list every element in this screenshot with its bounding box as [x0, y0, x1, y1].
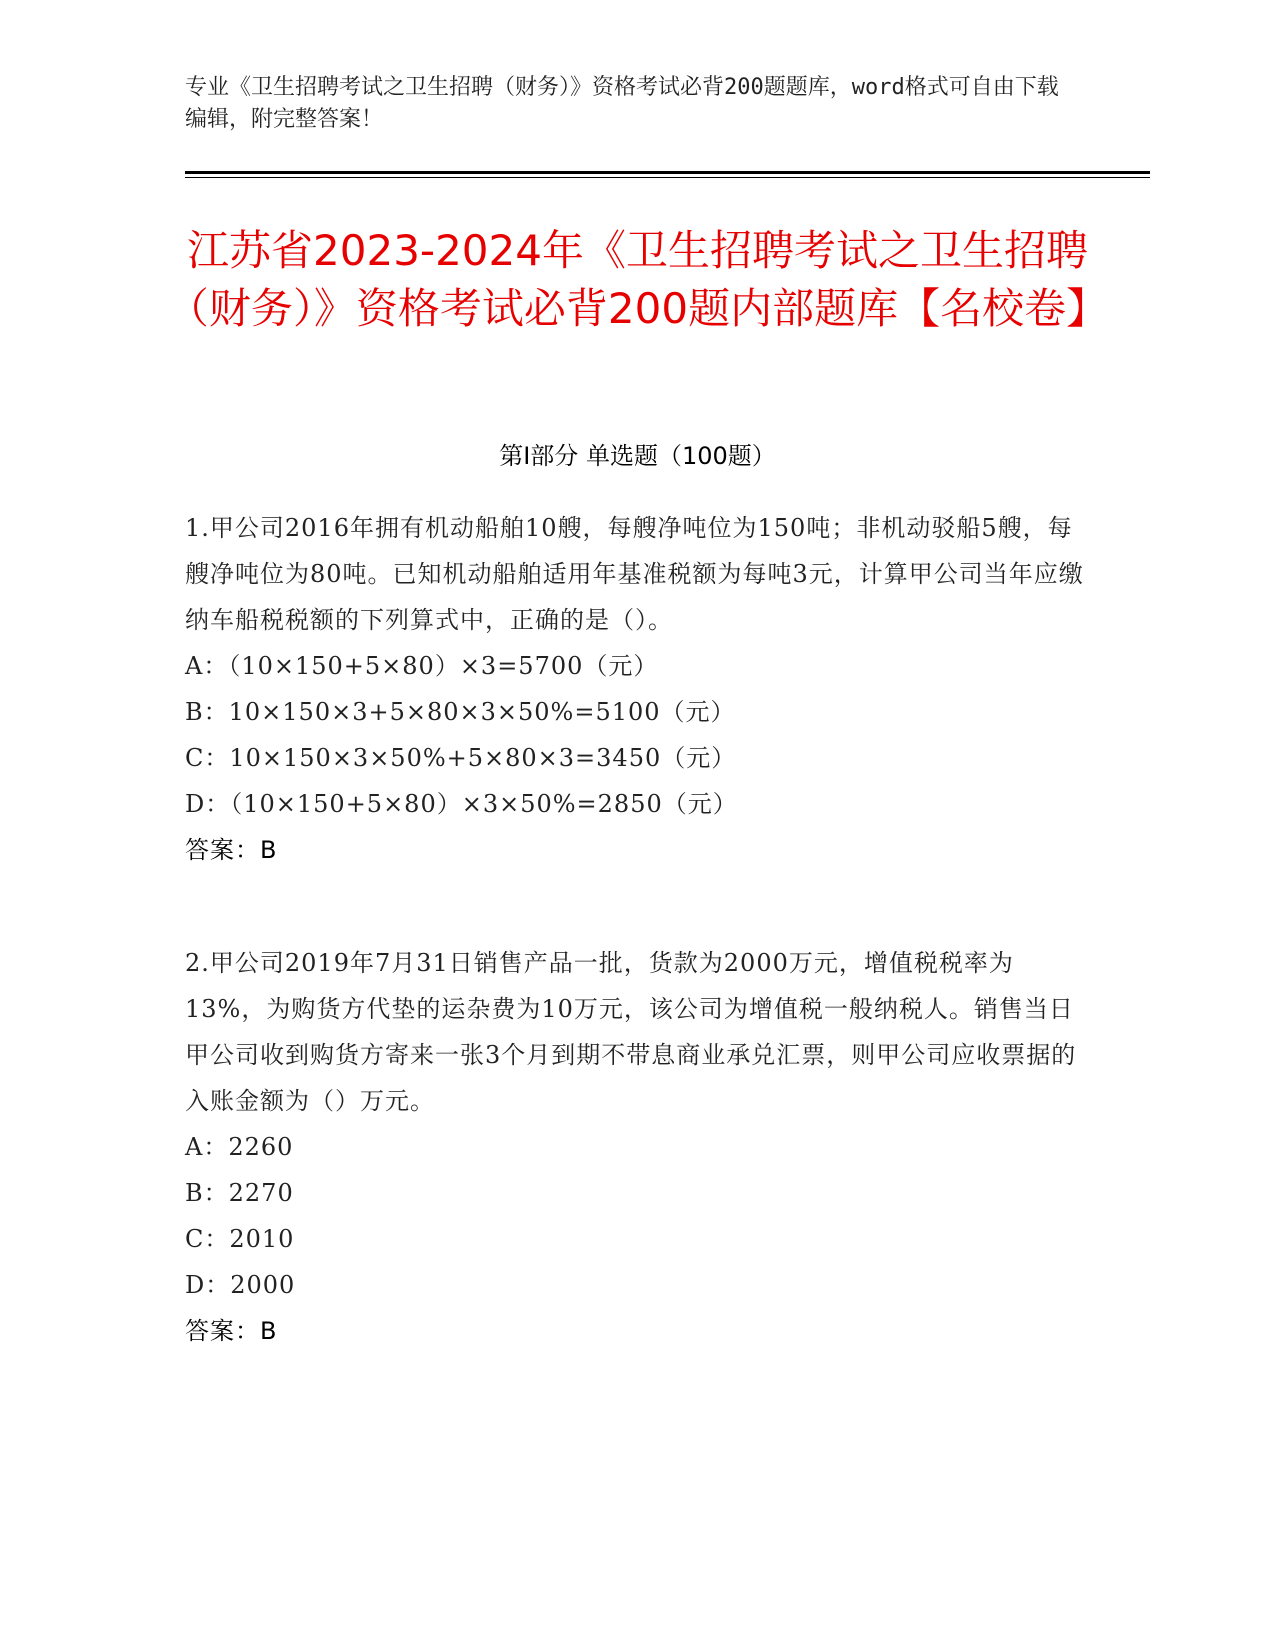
question-2 [185, 940, 1085, 1354]
option-d: D：2000 [185, 1271, 296, 1299]
header-divider-thick [185, 171, 1150, 174]
document-title: 江苏省2023-2024年《卫生招聘考试之卫生招聘（财务）》资格考试必背200题内部题库【名校卷】 [166, 226, 1109, 333]
header-divider-thin [185, 177, 1150, 178]
option-c: C：2010 [185, 1225, 295, 1253]
question-stem: 1.甲公司2016年拥有机动船舶10艘，每艘净吨位为150吨；非机动驳船5艘，每艘净吨位为80吨。已知机动船舶适用年基准税额为每吨3元，计算甲公司当年应缴纳车船税税额的下列算式中，正确的是（）。 [185, 514, 1084, 634]
question-1 [185, 505, 1085, 873]
answer: 答案：B [185, 1317, 278, 1345]
option-a: A：2260 [185, 1133, 294, 1161]
option-b: B：10×150×3+5×80×3×50%=5100（元） [185, 698, 736, 726]
option-c: C：10×150×3×50%+5×80×3=3450（元） [185, 744, 737, 772]
option-b: B：2270 [185, 1179, 294, 1207]
question-stem: 2.甲公司2019年7月31日销售产品一批，货款为2000万元，增值税税率为13%，为购货方代垫的运杂费为10万元，该公司为增值税一般纳税人。销售当日甲公司收到购货方寄来一张3个月到期不带息商业承兑汇票，则甲公司应收票据的入账金额为（）万元。 [185, 949, 1077, 1115]
answer: 答案：B [185, 836, 278, 864]
option-a: A：（10×150+5×80）×3=5700（元） [185, 652, 659, 680]
option-d: D：（10×150+5×80）×3×50%=2850（元） [185, 790, 738, 818]
header-note: 专业《卫生招聘考试之卫生招聘（财务）》资格考试必背200题题库，word格式可自由下载编辑，附完整答案！ [185, 75, 1059, 132]
section-title: 第Ⅰ部分 单选题（100题） [499, 442, 776, 470]
